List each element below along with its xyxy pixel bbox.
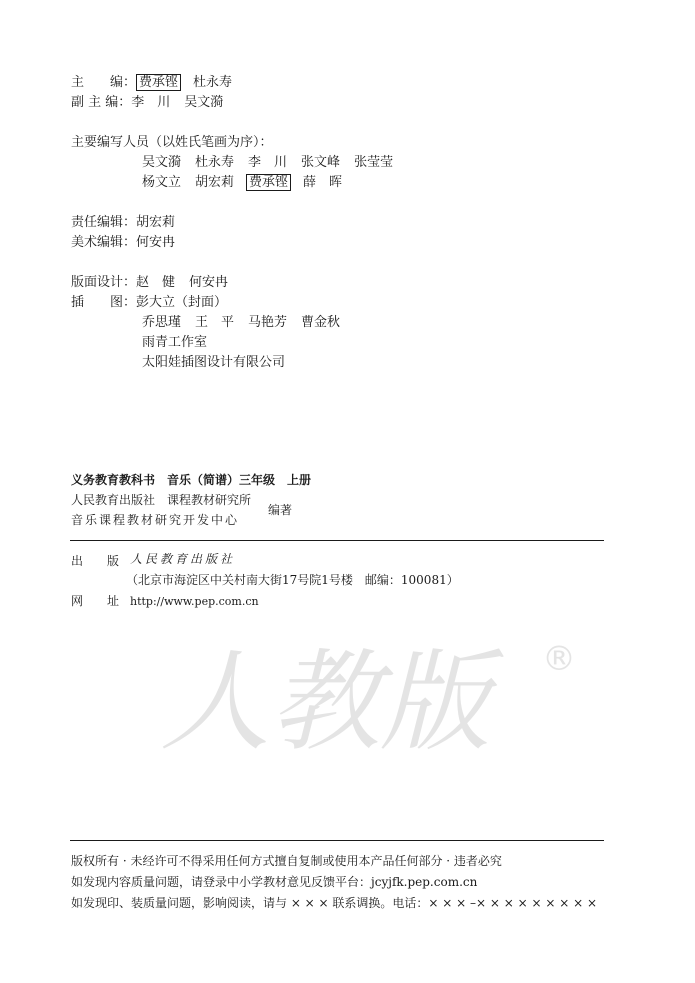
layout-design-label: 版面设计： [71, 275, 137, 290]
deputy-editor-line [71, 94, 223, 112]
print-issue-notice: 如发现印、装质量问题，影响阅读，请与 × × × 联系调换。电话：× × × –× × × × × × × × × [71, 896, 598, 910]
registered-mark: ® [542, 639, 576, 679]
publisher-logo: 人民教育出版社 [130, 552, 236, 566]
responsible-editor-name: 胡宏莉 [136, 215, 176, 230]
deputy-editor-name: 吴文漪 [184, 95, 224, 110]
layout-designer: 何安冉 [189, 275, 229, 290]
illustrator: 彭大立（封面） [136, 295, 228, 310]
writer-name: 李 川 [248, 155, 288, 170]
chief-editor-name-boxed: 费承铿 [136, 74, 181, 91]
writer-name: 吴文漪 [142, 155, 182, 170]
illustrators-row [142, 314, 340, 332]
publish-label: 出 版 [71, 554, 120, 568]
publisher-1: 人民教育出版社 课程教材研究所 [71, 493, 252, 507]
compiled-label: 编著 [268, 503, 293, 517]
illustration-line [71, 294, 227, 312]
writer-name: 杨文立 [142, 175, 182, 190]
illustrator-studio: 雨青工作室 [142, 335, 208, 350]
publisher-2: 音乐课程教材研究开发中心 [71, 513, 240, 527]
art-editor-name: 何安冉 [136, 235, 176, 250]
chief-editor-name: 杜永寿 [193, 75, 233, 90]
pep-watermark-logo [150, 625, 590, 775]
top-divider [70, 540, 604, 541]
copyright-notice: 版权所有 · 未经许可不得采用任何方式擅自复制或使用本产品任何部分 · 违者必究 [71, 854, 502, 868]
art-editor-label: 美术编辑： [71, 235, 137, 250]
layout-design-line [71, 274, 228, 292]
book-title: 义务教育教科书 音乐（简谱）三年级 上册 [71, 473, 312, 487]
watermark-text: 人教版 [160, 638, 490, 766]
deputy-editor-name: 李 川 [131, 95, 171, 110]
writers-label: 主要编写人员（以姓氏笔画为序）： [71, 135, 273, 150]
publisher-address: （北京市海淀区中关村南大街17号院1号楼 邮编：100081） [126, 573, 459, 587]
website-url[interactable]: http://www.pep.com.cn [130, 595, 259, 608]
writers-row [142, 174, 342, 192]
writer-name: 胡宏莉 [195, 175, 235, 190]
writers-row [142, 154, 393, 172]
illustrator: 乔思瑾 [142, 315, 182, 330]
deputy-editor-label: 副 主 编： [71, 95, 132, 110]
bottom-divider [70, 840, 604, 841]
illustrator: 曹金秋 [301, 315, 341, 330]
responsible-editor-label: 责任编辑： [71, 215, 137, 230]
illustrator-company: 太阳娃插图设计有限公司 [142, 355, 286, 370]
illustrator: 王 平 [195, 315, 235, 330]
responsible-editor-line [71, 214, 175, 232]
writer-name: 张莹莹 [354, 155, 394, 170]
layout-designer: 赵 健 [136, 275, 176, 290]
chief-editor-line [71, 74, 232, 92]
illustrator: 马艳芳 [248, 315, 288, 330]
art-editor-line [71, 234, 175, 252]
writer-name: 薛 晖 [303, 175, 343, 190]
writer-name: 杜永寿 [195, 155, 235, 170]
chief-editor-label: 主 编： [71, 75, 137, 90]
writer-name: 张文峰 [301, 155, 341, 170]
writer-name-boxed: 费承铿 [246, 174, 291, 191]
website-label: 网 址 [71, 594, 120, 608]
illustration-label: 插 图： [71, 295, 137, 310]
feedback-notice: 如发现内容质量问题，请登录中小学教材意见反馈平台：jcyjfk.pep.com.cn [71, 875, 478, 889]
